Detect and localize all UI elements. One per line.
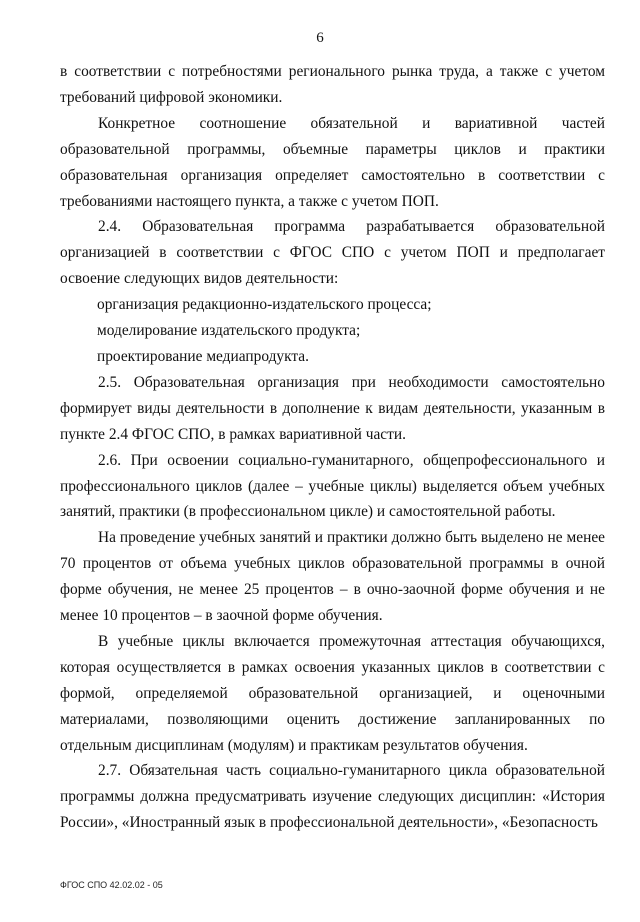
paragraph-section-2-6: 2.6. При освоении социально-гуманитарного, общепрофессионального и профессионального циклов (далее – учебные циклы) выделяется объем учебных занятий, практики (в профессиональном цикле) и самостоятельной работы. [60, 451, 605, 521]
paragraph-section-2-5: 2.5. Образовательная организация при необходимости самостоятельно формирует виды деятельности в дополнение к видам деятельности, указанным в пункте 2.4 ФГОС СПО, в рамках вариативной части. [60, 373, 605, 443]
document-body [60, 59, 605, 836]
page-number: 6 [316, 30, 324, 46]
activity-list-item: проектирование медиапродукта. [97, 347, 309, 365]
activity-list-item: организация редакционно-издательского процесса; [97, 296, 432, 314]
paragraph-section-2-7: 2.7. Обязательная часть социально-гуманитарного цикла образовательной программы должна предусматривать изучение следующих дисциплин: «История России», «Иностранный язык в профессиональной деятельности», «Безопасность [60, 762, 605, 832]
paragraph-section-2-4: 2.4. Образовательная программа разрабатывается образовательной организацией в соответствии с ФГОС СПО с учетом ПОП и предполагает освоение следующих видов деятельности: [60, 218, 605, 288]
paragraph: в соответствии с потребностями регионального рынка труда, а также с учетом требований цифровой экономики. [60, 63, 605, 106]
paragraph: В учебные циклы включается промежуточная аттестация обучающихся, которая осуществляется в рамках освоения указанных циклов в соответствии с формой, определяемой образовательной организацией, и оценочными материалами, позволяющими оценить достижение запланированных по отдельным дисциплинам (модулям) и практикам результатов обучения. [60, 632, 605, 754]
paragraph: На проведение учебных занятий и практики должно быть выделено не менее 70 процентов от объема учебных циклов образовательной программы в очной форме обучения, не менее 25 процентов – в очно-заочной форме обучения и не менее 10 процентов – в заочной форме обучения. [60, 529, 605, 625]
activity-list-item: моделирование издательского продукта; [97, 322, 361, 340]
document-footer: ФГОС СПО 42.02.02 - 05 [60, 880, 163, 890]
paragraph: Конкретное соотношение обязательной и вариативной частей образовательной программы, объемные параметры циклов и практики образовательная организация определяет самостоятельно в соответствии с требованиями настоящего пункта, а также с учетом ПОП. [60, 114, 605, 210]
